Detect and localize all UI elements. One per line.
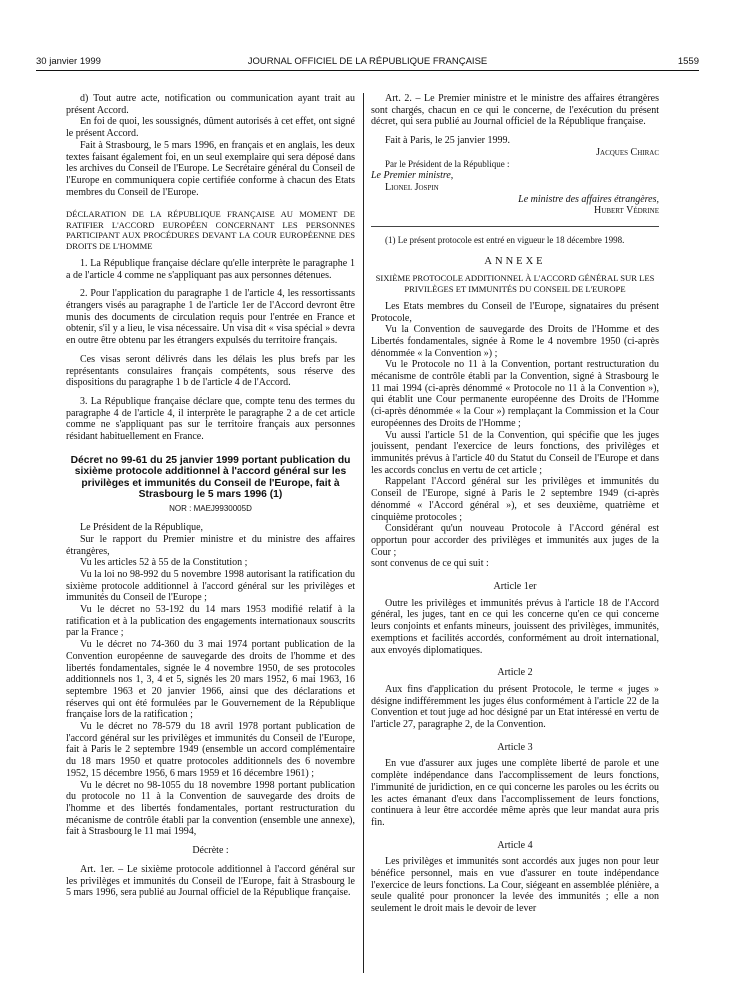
paragraph: Vu la loi no 98-992 du 5 novembre 1998 autorisant la ratification du sixième protocole additionnel à l'accord général sur les privilèges et immunités du Conseil de l'Europe ; (66, 568, 355, 604)
paragraph: Considérant qu'un nouveau Protocole à l'Accord général est opportun pour accorder des privilèges et immunités aux juges de la Cour ; (371, 523, 659, 558)
paragraph: 1. La République française déclare qu'elle interprète le paragraphe 1 a de l'article 4 comme ne s'appliquant pas aux personnes détenues. (66, 257, 355, 281)
article-2: Art. 2. – Le Premier ministre et le ministre des affaires étrangères sont chargés, chacun en ce qui le concerne, de l'exécution du présent décret, qui sera publié au Journal officiel de la République française. (371, 93, 659, 128)
nor-reference: NOR : MAEJ9930005D (169, 504, 252, 514)
paragraph: Vu le décret no 98-1055 du 18 novembre 1998 portant publication du protocole no 11 à la Convention de sauvegarde des droits de l'homme et des libertés fondamentales, portant restructuration du mécanisme de contrôle établi par la convention (ensemble une annexe), fait à Strasbourg le 11 mai 1994, (66, 779, 355, 838)
decree-title: Décret no 99-61 du 25 janvier 1999 portant publication du sixième protocole additionnel à l'accord général sur les privilèges et immunités du Conseil de l'Europe, fait à Strasbourg le 5 mars 1996 (1) (70, 454, 351, 501)
protocol-title: SIXIÈME PROTOCOLE ADDITIONNEL À L'ACCORD GÉNÉRAL SUR LES PRIVILÈGES ET IMMUNITÉS DU CONSEIL DE L'EUROPE (375, 273, 655, 294)
declaration-title: DÉCLARATION DE LA RÉPUBLIQUE FRANÇAISE AU MOMENT DE RATIFIER L'ACCORD EUROPÉEN CONCERNANT LES PERSONNES PARTICIPANT AUX PROCÉDURES DEVANT LA COUR EUROPÉENNE DES DROITS DE L'HOMME (66, 209, 355, 251)
paragraph: Aux fins d'application du présent Protocole, le terme « juges » désigne indifféremment les juges élus conformément à l'article 22 de la Convention et tout juge ad hoc désigné par un Etat intéressé en vertu de l'article 27, paragraphe 2, de la Convention. (371, 683, 659, 731)
page-number: 1559 (677, 56, 699, 67)
ministre-affaires: Le ministre des affaires étrangères, (518, 193, 659, 205)
running-header (36, 56, 699, 70)
article-1: Art. 1er. – Le sixième protocole additionnel à l'accord général sur les privilèges et immunités du Conseil de l'Europe, fait à Strasbourg le 5 mars 1996, sera publié au Journal officiel de la République française. (66, 863, 355, 899)
paragraph: 2. Pour l'application du paragraphe 1 de l'article 4, les ressortissants étrangers visés au paragraphe 1 de l'article 1er de l'Accord devront être munis des documents de circulation requis pour l'entrée en France et obtenir, s'il y a lieu, le visa nécessaire. Un visa dit « visa spécial » devra en outre être obtenu par les étrangers expulsés du territoire français. (66, 288, 355, 347)
signature-jospin: Lionel Jospin (385, 181, 439, 193)
left-column (66, 93, 355, 899)
paragraph: d) Tout autre acte, notification ou communication ayant trait au présent Accord. (66, 93, 355, 116)
paragraph: Ces visas seront délivrés dans les délais les plus brefs par les représentants consulaires français compétents, sous réserve des dispositions du paragraphe 1 b de l'article 4 de l'Accord. (66, 353, 355, 389)
header-date: 30 janvier 1999 (36, 56, 101, 67)
paragraph: En vue d'assurer aux juges une complète liberté de parole et une complète indépendance dans l'accomplissement de leurs fonctions, l'immunité de juridiction, en ce qui concerne les paroles ou les écrits ou les actes émanant d'eux dans l'accomplissement de leurs fonctions, continuera à leur être accordée même après que leur mandat aura pris fin. (371, 758, 659, 828)
journal-title: JOURNAL OFFICIEL DE LA RÉPUBLIQUE FRANÇAISE (247, 56, 488, 67)
paragraph: Vu le décret no 78-579 du 18 avril 1978 portant publication de l'accord général sur les privilèges et immunités du Conseil de l'Europe, fait à Paris le 2 septembre 1949 (ensemble un accord complémentaire du 18 mars 1950 et quatre protocoles additionnels des 6 novembre 1952, 15 décembre 1956, 6 mars 1959 et 16 décembre 1961) ; (66, 721, 355, 779)
paragraph: Outre les privilèges et immunités prévus à l'article 18 de l'Accord général, les juges, tant en ce qui les concerne qu'en ce qui concerne leurs conjoints et enfants mineurs, jouissent des privilèges, immunités, exemptions et facilités accordés, conformément au droit international, aux envoyés diplomatiques. (371, 597, 659, 656)
paragraph: Rappelant l'Accord général sur les privilèges et immunités du Conseil de l'Europe, signé à Paris le 2 septembre 1949 (ci-après dénommé « l'Accord général »), et ses deuxième, quatrième et cinquième protocoles ; (371, 476, 659, 523)
paragraph: 3. La République française déclare que, compte tenu des termes du paragraphe 4 de l'article 4, il interprète le paragraphe 2 a de cet article comme ne s'appliquant pas sur le territoire français aux personnes résidant habituellement en France. (66, 395, 355, 443)
paragraph: Vu la Convention de sauvegarde des Droits de l'Homme et des Libertés fondamentales, signée à Rome le 4 novembre 1950 (ci-après dénommée « la Convention ») ; (371, 324, 659, 359)
article-heading: Article 2 (497, 667, 533, 679)
paragraph: Sur le rapport du Premier ministre et du ministre des affaires étrangères, (66, 533, 355, 557)
header-rule (36, 70, 699, 71)
paragraph: Le Président de la République, (80, 522, 204, 534)
paragraph: sont convenus de ce qui suit : (371, 558, 489, 570)
decrete-label: Décrète : (192, 845, 229, 857)
premier-ministre: Le Premier ministre, (371, 170, 454, 182)
paragraph: En foi de quoi, les soussignés, dûment autorisés à cet effet, ont signé le présent Accord. (66, 116, 355, 140)
paragraph: Fait à Strasbourg, le 5 mars 1996, en français et en anglais, les deux textes faisant également foi, en un seul exemplaire qui sera déposé dans les archives du Conseil de l'Europe. Le Secrétaire général du Conseil de l'Europe en communiquera copie certifiée conforme à chacun des Etats membres du Conseil de l'Europe. (66, 139, 355, 198)
place-date: Fait à Paris, le 25 janvier 1999. (385, 135, 510, 147)
annexe-heading: ANNEXE (484, 255, 546, 267)
paragraph: Vu les articles 52 à 55 de la Constitution ; (80, 557, 248, 569)
right-column (371, 93, 659, 915)
paragraph: Vu le décret no 74-360 du 3 mai 1974 portant publication de la Convention européenne de sauvegarde des droits de l'homme et des libertés fondamentales, signée le 4 novembre 1950, de ses protocoles additionnels nos 1, 3, 4 et 5, signés les 20 mars 1952, 6 mai 1963, 16 septembre 1963 et 20 janvier 1966, ainsi que des déclarations et réserves qui ont été formulées par le Gouvernement de la République française lors de la ratification ; (66, 639, 355, 721)
paragraph: Vu aussi l'article 51 de la Convention, qui spécifie que les juges jouissent, pendant l'exercice de leurs fonctions, des privilèges et immunités prévus à l'article 40 du Statut du Conseil de l'Europe et dans les accords conclus en vertu de cet article ; (371, 429, 659, 476)
article-heading: Article 4 (497, 839, 533, 851)
footnote: (1) Le présent protocole est entré en vigueur le 18 décembre 1998. (371, 226, 659, 247)
article-heading: Article 1er (493, 581, 537, 593)
paragraph: Vu le décret no 53-192 du 14 mars 1953 modifié relatif à la ratification et à la publication des engagements internationaux souscrits par la France ; (66, 604, 355, 639)
paragraph: Les Etats membres du Conseil de l'Europe, signataires du présent Protocole, (371, 300, 659, 324)
paragraph: Vu le Protocole no 11 à la Convention, portant restructuration du mécanisme de contrôle établi par la Convention, signé à Strasbourg le 11 mai 1994 (ci-après dénommé « Protocole no 11 à la Convention »), qui établit une Cour permanente européenne des Droits de l'Homme (ci-après dénommée « la Cour ») remplaçant la Commission et la Cour européennes des Droits de l'Homme ; (371, 359, 659, 429)
signature-chirac: Jacques Chirac (596, 146, 659, 158)
signature-intro: Par le Président de la République : (385, 158, 510, 169)
column-divider (363, 93, 364, 973)
signature-vedrine: Hubert Védrine (594, 205, 659, 217)
article-heading: Article 3 (497, 741, 533, 753)
paragraph: Les privilèges et immunités sont accordés aux juges non pour leur bénéfice personnel, mais en vue d'assurer en toute indépendance l'exercice de leurs fonctions. La Cour, siégeant en assemblée plénière, a seule qualité pour prononcer la levée des immunités ; elle a non seulement le droit mais le devoir de lever (371, 856, 659, 915)
